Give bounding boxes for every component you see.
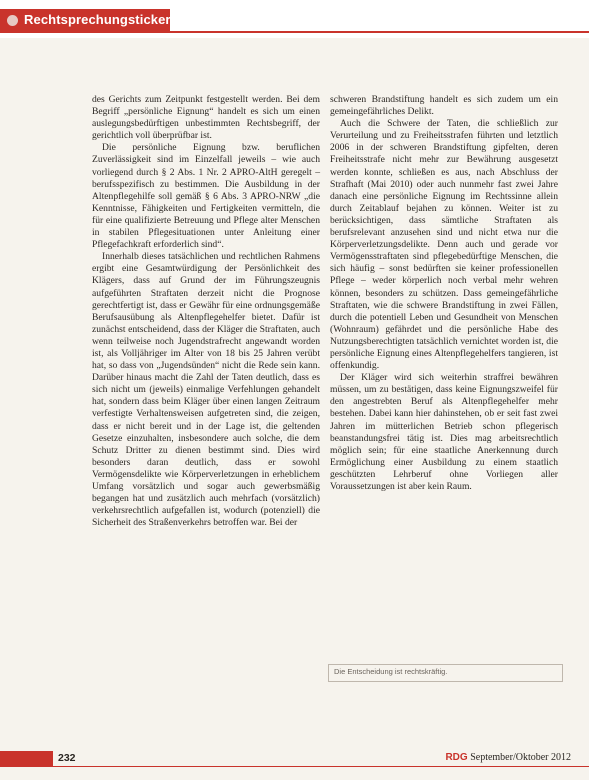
section-bullet-icon	[7, 15, 18, 26]
paragraph: Die persönliche Eignung bzw. beruflichen Zuverlässigkeit sind im Einzelfall jeweils – wie auch vorliegend durch § 2 Abs. 1 Nr. 2 APRO-AltH geregelt – berufsspezifisch zu bestimmen. Die Ausbildung in der Altenpflegehilfe soll gemäß § 6 Abs. 3 APRO-NRW „die Kenntnisse, Fähigkeiten und Fertigkeiten vermitteln, die für eine qualifizierte Betreuung und Pflege alter Menschen in stabilen Pflegesituationen unter Anleitung einer Pflegefachkraft erforderlich sind“.	[92, 142, 320, 251]
magazine-name: RDG	[445, 752, 468, 763]
decision-note	[328, 664, 563, 682]
paragraph: Innerhalb dieses tatsächlichen und rechtlichen Rahmens ergibt eine Gesamtwürdigung der Persönlichkeit des Klägers, dass auf Grund der im Führungszeugnis aufgeführten Straftaten derzeit nicht die Prognose gerechtfertigt ist, dass er Gewähr für eine ordnungsgemäße Berufsausübung als Altenpflegehelfer bietet. Dafür ist zunächst entscheidend, dass der Kläger die Straftaten, auch wenn teilweise noch Jugendstrafrecht angewandt worden ist, als Volljähriger im Alter von 18 bis 25 Jahren verübt hat, so dass von „Jugendsünden“ nicht die Rede sein kann. Darüber hinaus macht die Zahl der Taten deutlich, dass es sich nicht um (jeweils) einmalige Verfehlungen gehandelt hat, sondern dass beim Kläger über einen langen Zeitraum verfestigte Verhaltensweisen aufgetreten sind, die zeigen, dass er nicht bereit und in der Lage ist, die geltenden Gesetze einzuhalten, insbesondere auch solche, die dem Schutz Dritter zu dienen bestimmt sind. Dies wird besonders daran deutlich, dass er sowohl Vermögensdelikte wie Körperverletzungen in erheblichem Umfang vorsätzlich und sogar auch gewerbsmäßig begangen hat und zusätzlich auch mehrfach (vorsätzlich) verkehrsrechtlich aufgefallen ist, wodurch (potenziell) die Sicherheit des Straßenverkehrs betroffen war. Bei der	[92, 251, 320, 529]
paragraph: schweren Brandstiftung handelt es sich zudem um ein gemeingefährliches Delikt.	[330, 94, 558, 118]
section-title: Rechtsprechungsticker	[24, 12, 171, 27]
footer-rule	[53, 766, 589, 767]
section-header	[0, 9, 170, 33]
issue-date: September/Oktober 2012	[470, 752, 571, 763]
text-column-right	[330, 94, 558, 493]
text-column-left	[92, 94, 320, 529]
footer-band	[0, 751, 53, 767]
decision-note-text: Die Entscheidung ist rechtskräftig.	[334, 667, 448, 676]
footer-issue	[445, 752, 571, 763]
paragraph: Auch die Schwere der Taten, die schließlich zur Verurteilung und zu Freiheitsstrafen führten und letztlich 2006 in der schweren Brandstiftung gipfelten, deren Freiheitsstrafe nicht mehr zur Bewährung ausgesetzt werden konnte, schließen es aus, nach Abschluss der Strafhaft (Mai 2010) oder auch nunmehr fast zwei Jahre danach eine persönliche Eignung im Rechtssinne allein durch Zeitablauf bejahen zu können. Weiter ist zu berücksichtigen, dass sämtliche Straftaten als berufsrelevant anzusehen sind und nicht etwa nur die Körperverletzungsdelikte. Denn auch und gerade vor Vermögensstraftaten sind pflegebedürftige Menschen, die sich häufig – sonst bedürften sie keiner professionellen Pflege – weder körperlich noch verbal mehr wehren können, besonders zu schützen. Dass gemeingefährliche Straftaten, wie die schwere Brandstiftung in zwei Fällen, durch die potentiell Leben und Gesundheit von Menschen (Wohnraum) gefährdet und die persönliche Habe des Nutzungsberechtigten tatsächlich vernichtet worden ist, die persönliche Eignung eines Altenpflegehelfers tangieren, ist offenkundig.	[330, 118, 558, 372]
page-number: 232	[58, 752, 76, 764]
paragraph: des Gerichts zum Zeitpunkt festgestellt werden. Bei dem Begriff „persönliche Eignung“ handelt es sich um einen auslegungsbedürftigen unbestimmten Rechtsbegriff, der gerichtlich voll überprüfbar ist.	[92, 94, 320, 142]
header-rule	[170, 31, 589, 33]
paragraph: Der Kläger wird sich weiterhin straffrei bewähren müssen, um zu bestätigen, dass keine Eignungszweifel für den angestrebten Beruf als Altenpflegehelfer mehr bestehen. Dabei kann hier dahinstehen, ob er seit fast zwei Jahren im mütterlichen Betrieb schon pflegerisch beanstandungsfrei tätig ist. Dies mag arbeitsrechtlich möglich sein; für eine staatliche Anerkennung durch Ermöglichung einer Ausbildung zu einem staatlich geschützten Lehrberuf ohne Vorliegen aller Voraussetzungen ist aber kein Raum.	[330, 372, 558, 492]
